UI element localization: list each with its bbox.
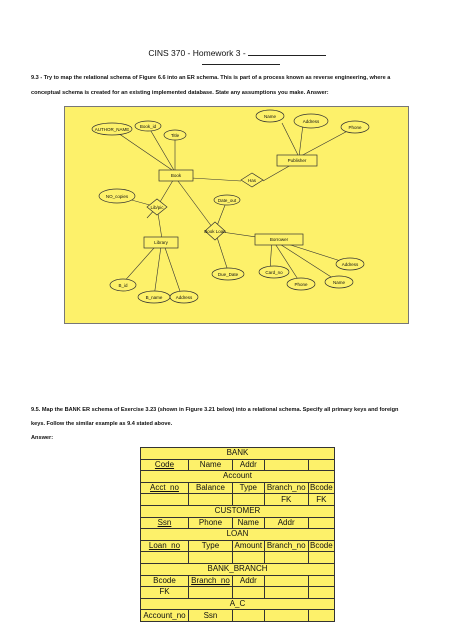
empty-cell (141, 552, 189, 564)
table-row (141, 610, 335, 622)
attr-publisher-phone: Phone (348, 125, 362, 130)
empty-cell (188, 494, 232, 506)
table-row (141, 505, 335, 517)
table-row (141, 482, 335, 494)
customer-col-name: Name (232, 517, 264, 529)
attr-borrower-phone: Phone (294, 282, 308, 287)
empty-cell (264, 610, 308, 622)
loan-col-bcode: Bcode (310, 541, 333, 551)
attr-title: Title (170, 133, 180, 138)
attr-date-out: Date_out (217, 198, 237, 203)
entity-publisher: Publisher (287, 158, 307, 163)
branch-col-branch-no: Branch_no (188, 575, 232, 587)
empty-cell (264, 459, 308, 471)
account-fk-bcode: FK (308, 494, 334, 506)
loan-col-type: Type (188, 540, 232, 552)
empty-cell (188, 587, 232, 599)
rel-lib-pic: Lib/pic (150, 205, 164, 210)
q93-line2: conceptual schema is created for an existing implemented database. State any assumptions you make. Answer: (31, 90, 329, 96)
attr-borrower-address: Address (341, 262, 359, 267)
bank-col-code: Code (141, 459, 189, 471)
loan-col-amount: Amount (232, 540, 264, 552)
table-row (141, 575, 335, 587)
rel-has: Has (247, 178, 257, 183)
branch-col-bcode: Bcode (141, 575, 189, 587)
account-col-branch-no: Branch_no (264, 482, 308, 494)
bank-col-name: Name (188, 459, 232, 471)
account-fk-branch: FK (264, 494, 308, 506)
title-blank-line (248, 47, 326, 56)
empty-cell (232, 610, 264, 622)
table-row (141, 494, 335, 506)
attr-borrower-name: Name (332, 280, 346, 285)
attr-card-no: Card_no (265, 270, 283, 275)
loan-col-loan-no: Loan_no (141, 540, 189, 552)
a-c-title: A_C (141, 598, 335, 610)
er-diagram (64, 106, 409, 324)
entity-book: Book (170, 173, 182, 178)
empty-cell (308, 517, 334, 529)
page-title (0, 47, 474, 58)
loan-title: LOAN (141, 529, 335, 541)
attr-book-id: Book_id (139, 124, 157, 129)
empty-cell (188, 552, 232, 564)
account-col-acct-no: Acct_no (141, 482, 189, 494)
empty-cell (232, 552, 264, 564)
title-underline (202, 64, 280, 65)
bank-col-addr: Addr (232, 459, 264, 471)
a-c-col-account-no: Account_no (141, 610, 189, 622)
account-col-bcode: Bcode (310, 483, 333, 493)
customer-col-ssn: Ssn (141, 517, 189, 529)
empty-cell (264, 575, 308, 587)
a-c-col-ssn: Ssn (188, 610, 232, 622)
empty-cell (232, 587, 264, 599)
empty-cell (308, 575, 334, 587)
table-row (141, 517, 335, 529)
table-row (141, 598, 335, 610)
attr-library-address: Address (175, 295, 193, 300)
attr-b-name: B_name (145, 295, 163, 300)
q93-line1: 9.3 - Try to map the relational schema of Figure 6.6 into an ER schema. This is part of a process known as reverse engineering, where a (31, 75, 391, 81)
empty-cell (141, 494, 189, 506)
account-col-balance: Balance (188, 482, 232, 494)
attr-due-date: Due_Date (217, 272, 239, 277)
bank-title: BANK (141, 448, 335, 460)
empty-cell (308, 587, 334, 599)
attr-author-name: AUTHOR_NAME (94, 127, 130, 132)
table-row (141, 552, 335, 564)
loan-col-branch-no: Branch_no (264, 540, 308, 552)
q95-line2: keys. Follow the similar example as 9.4 stated above. (31, 421, 173, 427)
table-row (141, 471, 335, 483)
table-row (141, 529, 335, 541)
entity-borrower: Borrower (269, 237, 289, 242)
table-row (141, 459, 335, 471)
account-title: Account (141, 471, 335, 483)
customer-title: CUSTOMER (141, 505, 335, 517)
branch-col-addr: Addr (232, 575, 264, 587)
bank-branch-title: BANK_BRANCH (141, 563, 335, 575)
empty-cell (232, 494, 264, 506)
branch-fk-bcode: FK (141, 587, 189, 599)
entity-library: Library (154, 240, 168, 245)
empty-cell (264, 552, 308, 564)
account-col-type: Type (232, 482, 264, 494)
er-diagram-svg (65, 107, 408, 323)
empty-cell (264, 587, 308, 599)
bank-relational-table (140, 447, 335, 622)
table-row (141, 563, 335, 575)
empty-cell (308, 610, 334, 622)
customer-col-phone: Phone (188, 517, 232, 529)
q95-line1: 9.5. Map the BANK ER schema of Exercise 3.23 (shown in Figure 3.21 below) into a relational schema. Specify all primary keys and foreign (31, 407, 399, 413)
table-row (141, 587, 335, 599)
customer-col-addr: Addr (264, 517, 308, 529)
table-row (141, 448, 335, 460)
answer-label: Answer: (31, 435, 54, 441)
attr-no-copies: NO_copies (105, 194, 129, 199)
attr-publisher-name: Name (263, 114, 277, 119)
attr-publisher-address: Address (302, 119, 320, 124)
table-row (141, 540, 335, 552)
empty-cell (308, 552, 334, 564)
rel-book-loan: Book Loan (204, 229, 226, 234)
attr-b-id: B_id (118, 283, 128, 288)
empty-cell (308, 459, 334, 471)
title-text: CINS 370 - Homework 3 - (148, 48, 246, 58)
